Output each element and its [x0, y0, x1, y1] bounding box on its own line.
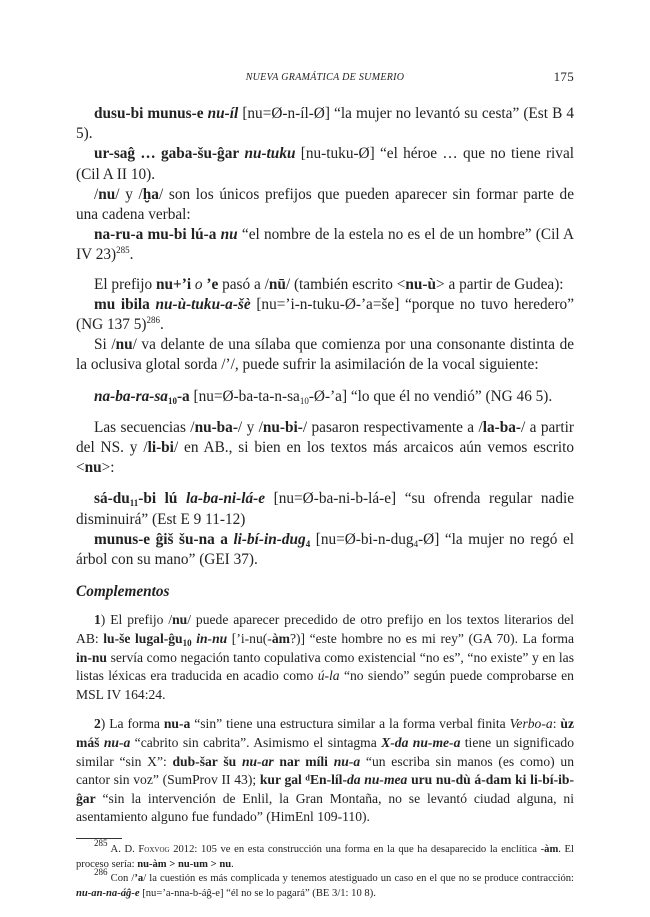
paragraph-nu-i: El prefijo nu+’i o ’e pasó a /nū/ (también escrito <nu-ù> a partir de Gudea): [94, 275, 564, 293]
example-4: mu ibila nu-ù-tuku-a-šè [nu=’i-n-tuku-Ø-’a=še] “porque no tuvo heredero” (NG 137 5)$^{286}$. [76, 295, 574, 334]
paragraph-assimilation: Si /nu/ va delante de una sílaba que comienza por una consonante distinta de la oclusiva glotal sorda /’/, puede sufrir la asimilación de la vocal siguiente: [76, 336, 575, 374]
example-2: ur-saĝ … gaba-šu-ĝar nu-tuku [nu-tuku-Ø] “el héroe … que no tiene rival (Cil A II 10). [76, 145, 574, 183]
footnote-286: $^{286}$ Con /’a/ la cuestión es más complicada y tenemos atestiguado un caso en el que no se produce contracción: nu-an-na-áĝ-e [nu=’a-nna-b-áĝ-e] “él no se lo pagará” (BE 3/1: 10 8). [76, 867, 574, 899]
example-3: na-ru-a mu-bi lú-a nu “el nombre de la estela no es el de un hombre” (Cil A IV 23)$^{285}$. [76, 226, 575, 264]
example-5: $na-ba-ra-sa_{10}-a$ $[nu=Ø-ba-ta-n-sa_{10}-Ø-’a]$ “lo que él no vendió” (NG 46 5). [94, 387, 553, 406]
complement-1: 1) El prefijo /nu/ puede aparecer precedido de otro prefijo en los textos literarios del AB: lu-še lugal-$ĝu_{10}$ in-nu [’i-nu(-àm?)] “este hombre no es mi rey” (GA 70). La forma in-nu servía como negación tanto copulativa como existencial “no es”, “no existe” y en las listas léxicas era traducida en acadio como ú-la “no siendo” según puede comprobarse en MSL IV 164:24. [76, 612, 574, 702]
complement-2: 2) La forma nu-a “sin” tiene una estructura similar a la forma verbal finita Verbo-a: ùz máš nu-a “cabrito sin cabrita”. Asimismo el sintagma X-da nu-me-a tiene un significado similar “sin X”: dub-šar šu nu-ar nar míli nu-a “un escriba sin manos (es como) un cantor sin voz” (SumProv II 43); kur gal ᵈEn-líl-da nu-mea uru nu-dù á-dam ki li-bí-ib-ĝar “sin la intervención de Enlil, la Gran Montaña, no se levantó ciudad alguna, ni asentamiento alguno fue fundado” (HimEnl 109-110). [76, 716, 574, 825]
section-heading: Complementos [76, 583, 170, 601]
example-1: dusu-bi munus-e nu-íl [nu=Ø-n-íl-Ø] “la mujer no levantó su cesta” (Est B 4 5). [76, 105, 574, 143]
paragraph-sequences: Las secuencias /nu-ba-/ y /nu-bi-/ pasaron respectivamente a /la-ba-/ a partir del NS. y /li-bi/ en AB., si bien en los textos más arcaicos aún vemos escrito <nu>: [76, 418, 575, 477]
page-number: 175 [553, 69, 574, 84]
running-title: NUEVA GRAMÁTICA DE SUMERIO [245, 72, 405, 83]
paragraph-nu-ha: /nu/ y /ḫa/ son los únicos prefijos que pueden aparecer sin formar parte de una cadena verbal: [76, 185, 574, 224]
body-text [76, 104, 574, 827]
footnotes [76, 838, 574, 901]
example-7: munus-e ĝiš šu-na a li-bí-in-dug$_4$ [nu=Ø-bi-n-dug$_4$-Ø] “la mujer no regó el árbol con su mano” (GEI 37). [76, 530, 574, 569]
page [76, 68, 574, 827]
example-6: $sá-du_{11}-bi$ lú la-ba-ni-lá-e [nu=Ø-ba-ni-b-lá-e] “su ofrenda regular nadie disminuirá” (Est E 9 11-12) [76, 490, 575, 528]
footnote-ref-286[interactable]: 286 [146, 315, 161, 326]
running-header [76, 68, 574, 88]
footnote-285: $^{285}$ A. D. Foxvog 2012: 105 ve en esta construcción una forma en la que ha desaparecido la enclítica -àm. El proceso sería: nu-àm > nu-um > nu. [76, 838, 574, 870]
footnote-ref-285[interactable]: 285 [116, 245, 130, 256]
